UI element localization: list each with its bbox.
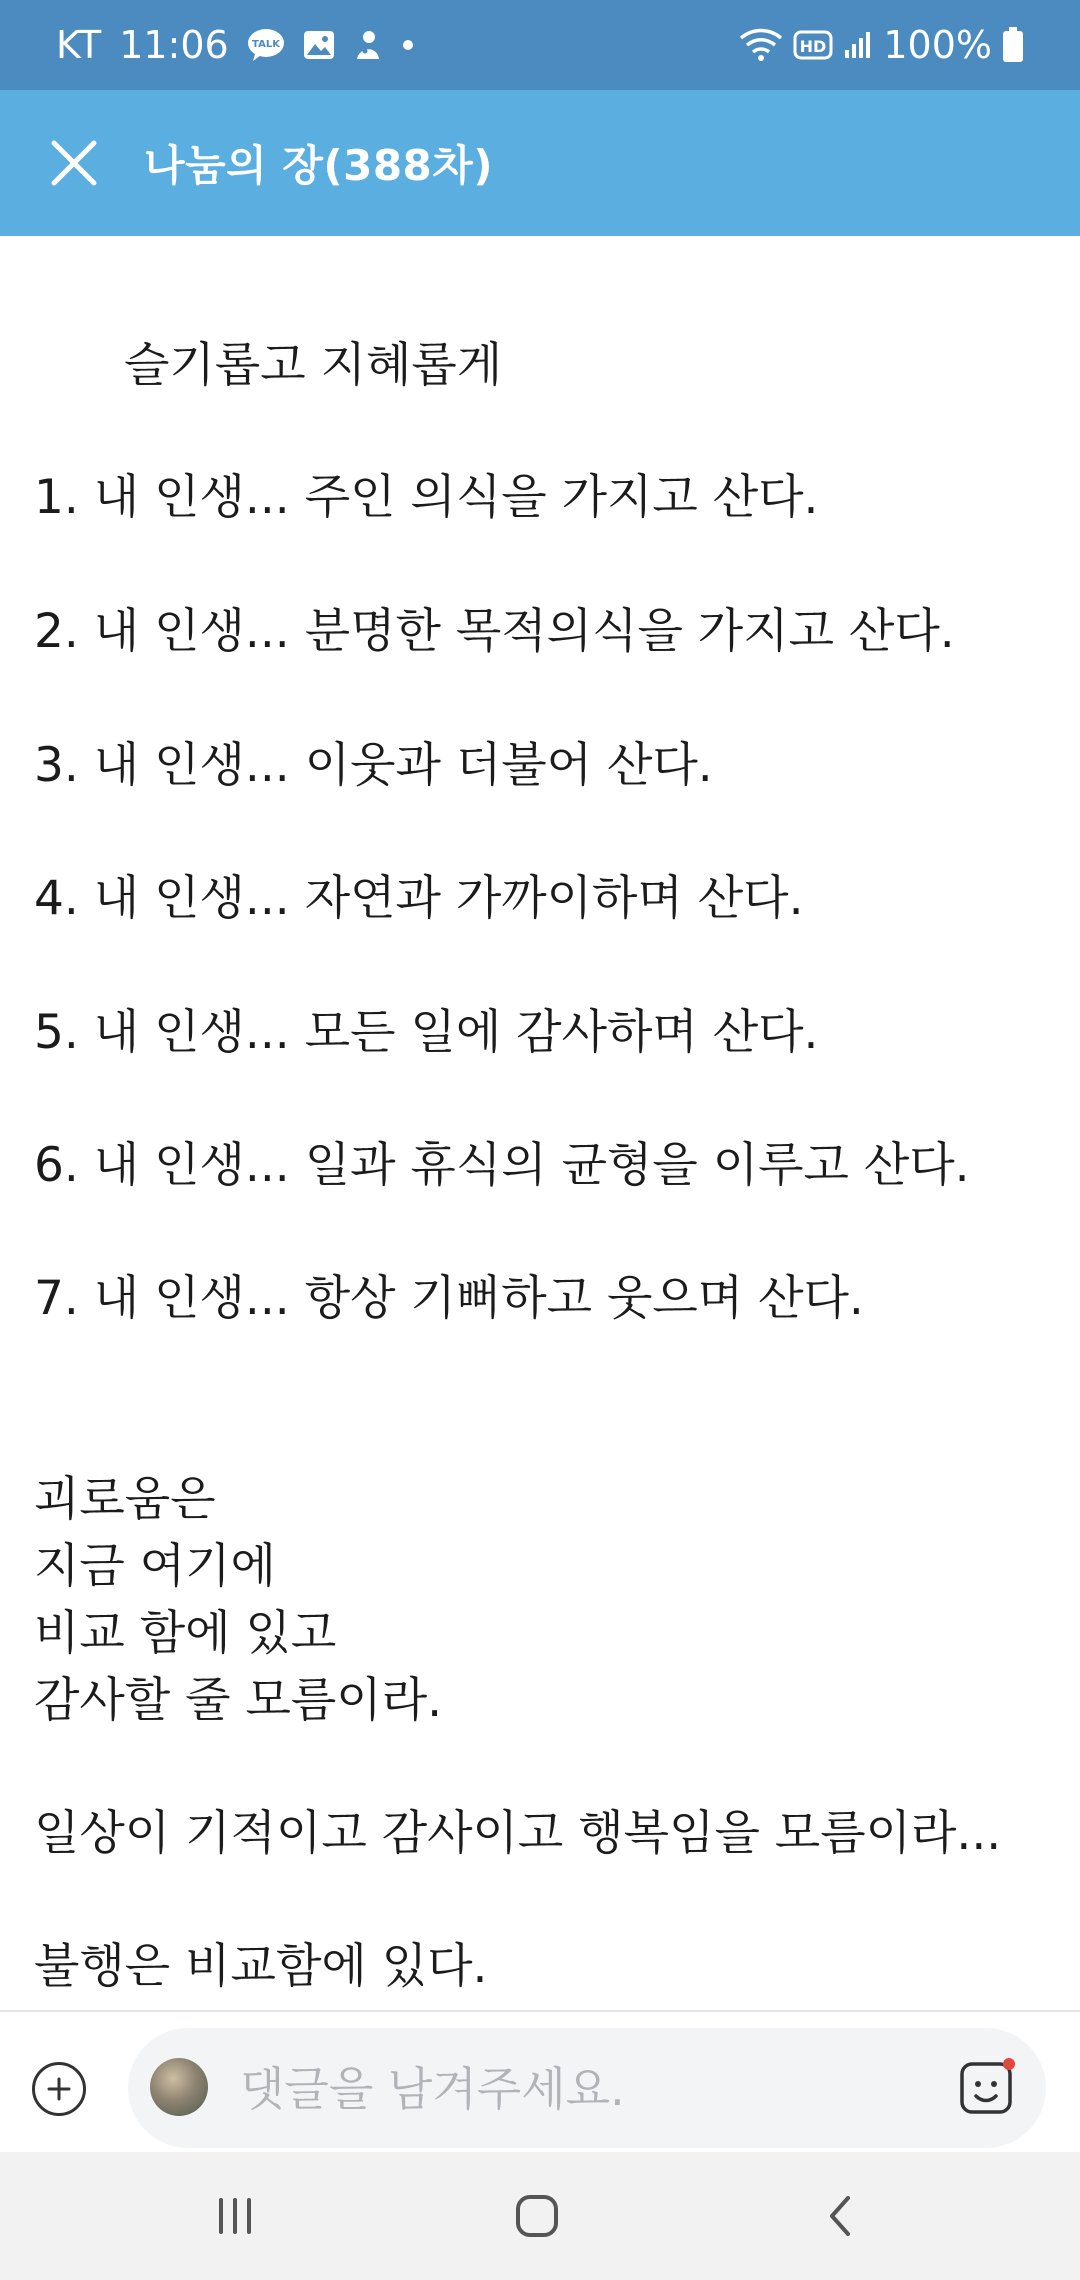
content-line: 일상이 기적이고 감사이고 행복임을 모름이라... [34,1806,1002,1861]
add-attachment-button[interactable] [32,2062,86,2116]
content-line: 7. 내 인생... 항상 기뻐하고 웃으며 산다. [34,1271,864,1326]
content-line: 1. 내 인생... 주인 의식을 가지고 산다. [34,470,819,525]
carrier-label: KT [56,23,102,67]
gallery-icon [303,30,335,60]
content-line: 2. 내 인생... 분명한 목적의식을 가지고 산다. [34,604,955,659]
content-line: 괴로움은 [34,1472,216,1527]
talk-badge-text: TALK [251,39,280,50]
close-icon [50,139,98,187]
content-line: 6. 내 인생... 일과 휴식의 균형을 이루고 산다. [34,1138,970,1193]
more-notifications-dot-icon [401,38,415,52]
app-notification-icon [353,29,383,61]
content-line: 3. 내 인생... 이웃과 더불어 산다. [34,738,713,793]
close-button[interactable] [40,129,108,197]
back-button[interactable] [799,2184,879,2248]
comment-input-container [128,2028,1046,2148]
wifi-call-icon [739,28,783,62]
content-line: 5. 내 인생... 모든 일에 감사하며 산다. [34,1005,819,1060]
content-line: 비교 함에 있고 [34,1606,337,1661]
comment-input[interactable] [238,2050,882,2128]
status-bar [0,0,1080,90]
content-line: 4. 내 인생... 자연과 가까이하며 산다. [34,871,804,926]
emoji-sticker-icon [956,2054,1020,2118]
content-line: 지금 여기에 [34,1539,276,1594]
status-right [739,23,1024,67]
home-button[interactable] [497,2184,577,2248]
battery-percent: 100% [883,23,992,67]
post-heading: 슬기롭고 지혜롭게 [124,338,503,393]
home-icon [514,2193,560,2239]
hd-voice-icon [793,29,833,61]
page-title: 나눔의 장(388차) [144,141,494,190]
kakaotalk-icon [247,28,285,62]
status-left [56,23,415,67]
plus-circle-icon [46,2076,72,2102]
system-nav-bar [0,2152,1080,2280]
content-line: 감사할 줄 모름이라. [34,1673,443,1728]
emoji-button[interactable] [956,2054,1020,2118]
post-content [0,236,1080,2010]
back-icon [824,2194,854,2238]
avatar [150,2058,208,2116]
clock: 11:06 [119,23,229,67]
notification-dot [1003,2058,1015,2070]
battery-icon [1002,27,1024,63]
comment-bar [0,2012,1080,2152]
recents-icon [213,2196,257,2236]
app-header [0,90,1080,236]
recents-button[interactable] [195,2184,275,2248]
hd-label: HD [800,37,827,56]
content-line: 불행은 비교함에 있다. [34,1939,488,1994]
signal-icon [843,30,873,60]
